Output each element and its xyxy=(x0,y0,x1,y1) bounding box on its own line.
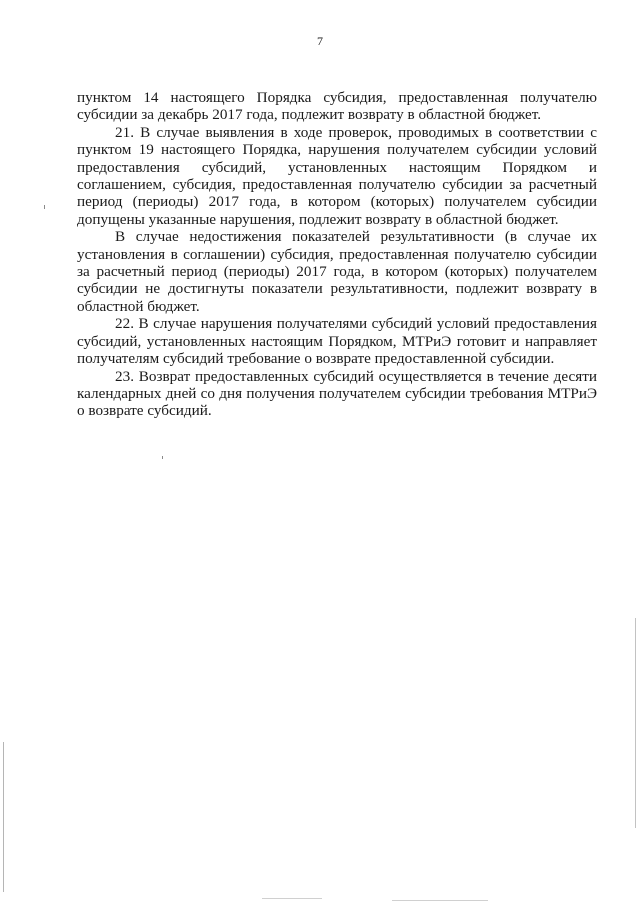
document-body xyxy=(77,89,597,420)
scan-artifact-dot xyxy=(162,456,163,459)
paragraph-item-21: 21. В случае выявления в ходе проверок, проводимых в соответствии с пунктом 19 настоящего Порядка, нарушения получателем субсидии условий предоставления субсидий, установленных настоящим Порядком и соглашением, субсидия, предоставленная получателю субсидии за расчетный период (периоды) 2017 года, в котором (которых) получателем субсидии допущены указанные нарушения, подлежит возврату в областной бюджет. xyxy=(77,123,597,228)
scan-artifact-bottom-line xyxy=(392,900,488,901)
page-number: 7 xyxy=(317,34,323,48)
scan-artifact-dot xyxy=(44,205,45,209)
paragraph-item-23: 23. Возврат предоставленных субсидий осуществляется в течение десяти календарных дней со дня получения получателем субсидии требования МТРиЭ о возврате субсидий. xyxy=(77,367,597,420)
scan-artifact-edge-line xyxy=(3,742,4,892)
paragraph-item-22: 22. В случае нарушения получателями субсидий условий предоставления субсидий, установленных настоящим Порядком, МТРиЭ готовит и направляет получателям субсидий требование о возврате предоставленной субсидии. xyxy=(77,315,597,368)
paragraph-performance-indicators: В случае недостижения показателей результативности (в случае их установления в соглашении) субсидия, предоставленная получателю субсидии за расчетный период (периоды) 2017 года, в котором (которых) получателем субсидии не достигнуты показатели результативности, подлежит возврату в областной бюджет. xyxy=(77,228,597,315)
scan-artifact-edge-line xyxy=(635,618,636,828)
paragraph-continuation: пунктом 14 настоящего Порядка субсидия, предоставленная получателю субсидии за декабрь 2017 года, подлежит возврату в областной бюджет. xyxy=(77,89,597,124)
scan-artifact-bottom-line xyxy=(262,898,322,899)
